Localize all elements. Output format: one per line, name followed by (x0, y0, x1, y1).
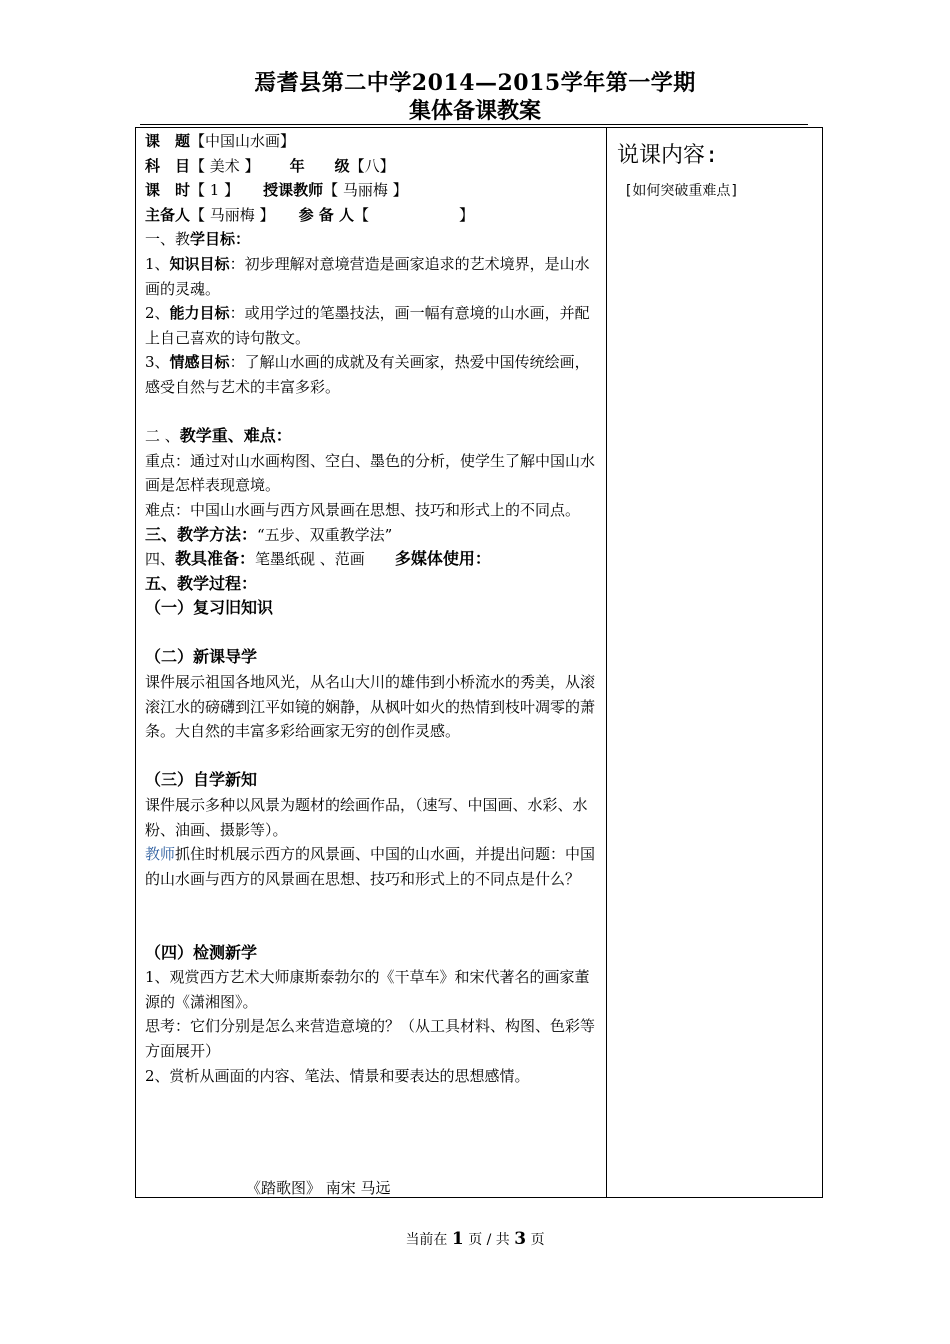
preparer-label: 主备人 (145, 205, 191, 224)
grade-value: 【八】 (349, 156, 395, 175)
difficult-point-text: 难点：中国山水画与西方风景画在思想、技巧和形式上的不同点。 (145, 500, 581, 519)
step-3-heading: （三）自学新知 (145, 770, 258, 790)
teacher-label: 授课教师 (263, 181, 324, 200)
side-title: 说课内容: (617, 143, 719, 168)
step-4-text-1: 1、观赏西方艺术大师康斯泰勃尔的《干草车》和宋代著名的画家董源的《潇湘图》。 (145, 968, 590, 1011)
topic-value: 【中国山水画】 (190, 132, 296, 150)
side-subtitle: [如何突破重难点] (624, 183, 739, 199)
step-2-heading: （二）新课导学 (145, 647, 258, 667)
process-heading: 五、教学过程： (145, 573, 258, 593)
objective-knowledge: 1、知识目标：初步理解对意境营造是画家追求的艺术境界，是山水画的灵魂。 (145, 254, 590, 298)
info-preparer-row (145, 203, 603, 228)
objectives-heading: 一、教学目标： (145, 230, 251, 249)
footer-prefix: 当前在 (405, 1232, 448, 1248)
step-4-heading: （四）检测新学 (145, 942, 258, 962)
topic-label: 课 题 (145, 132, 191, 150)
teacher-value: 【 马丽梅 】 (323, 181, 408, 200)
grade-label-2: 级 (334, 156, 350, 175)
footer-suffix: 页 (530, 1232, 545, 1248)
key-point-text: 重点：通过对山水画构图、空白、墨色的分析，使学生了解中国山水画是怎样表现意境。 (145, 451, 596, 495)
document-subtitle: 集体备课教案 (408, 98, 541, 124)
column-divider (606, 127, 607, 1198)
current-page-number: 1 (451, 1229, 464, 1249)
participants-value: 【 】 (354, 205, 475, 224)
info-topic-row (145, 129, 603, 154)
tools-row: 四、教具准备：笔墨纸砚 、范画 多媒体使用： (145, 549, 491, 569)
step-4-text-2: 思考：它们分别是怎么来营造意境的？（从工具材料、构图、色彩等方面展开） (145, 1017, 596, 1060)
step-4-text-3: 2、赏析从画面的内容、笔法、情景和要表达的思想感情。 (145, 1066, 530, 1085)
title-rule (140, 124, 808, 125)
step-3-text-2: 教师抓住时机展示西方的风景画、中国的山水画，并提出问题：中国的山水画与西方的风景画在思想、技巧和形式上的不同点是什么？ (145, 845, 596, 888)
teacher-link[interactable]: 教师 (145, 845, 176, 864)
step-3-text-1: 课件展示多种以风景为题材的绘画作品，（速写、中国画、水彩、水粉、油画、摄影等）。 (145, 796, 588, 839)
page-footer (0, 1229, 950, 1249)
step-1-heading: （一）复习旧知识 (145, 598, 274, 618)
method-row: 三、教学方法：“五步、双重教学法” (145, 524, 393, 544)
objective-ability: 2、能力目标：或用学过的笔墨技法，画一幅有意境的山水画，并配上自己喜欢的诗句散文。 (145, 304, 590, 347)
subject-label: 科 目 (145, 156, 191, 175)
info-subject-row (145, 154, 603, 179)
document-title: 焉耆县第二中学2014—2015学年第一学期 (254, 70, 696, 96)
preparer-value: 【 马丽梅 】 (190, 205, 275, 224)
participants-label: 参 备 人 (298, 205, 355, 224)
hours-label: 课 时 (145, 181, 191, 200)
painting-caption: 《踏歌图》 南宋 马远 (246, 1179, 391, 1197)
step-2-text: 课件展示祖国各地风光，从名山大川的雄伟到小桥流水的秀美，从滚滚江水的磅礴到江平如镜的娴静，从枫叶如火的热情到枝叶凋零的萧条。大自然的丰富多彩给画家无穷的创作灵感。 (145, 673, 596, 741)
subject-value: 【 美术 】 (190, 156, 260, 175)
lesson-plan-column (145, 129, 603, 1088)
hours-value: 【 1 】 (190, 181, 240, 200)
key-points-heading: 二 、教学重、难点： (145, 426, 292, 446)
footer-mid: 页 / 共 (468, 1232, 510, 1248)
info-hours-row (145, 178, 603, 203)
grade-label: 年 (289, 156, 305, 175)
objective-emotion: 3、情感目标：了解山水画的成就及有关画家，热爱中国传统绘画，感受自然与艺术的丰富多彩。 (145, 353, 590, 396)
total-page-number: 3 (514, 1229, 527, 1249)
